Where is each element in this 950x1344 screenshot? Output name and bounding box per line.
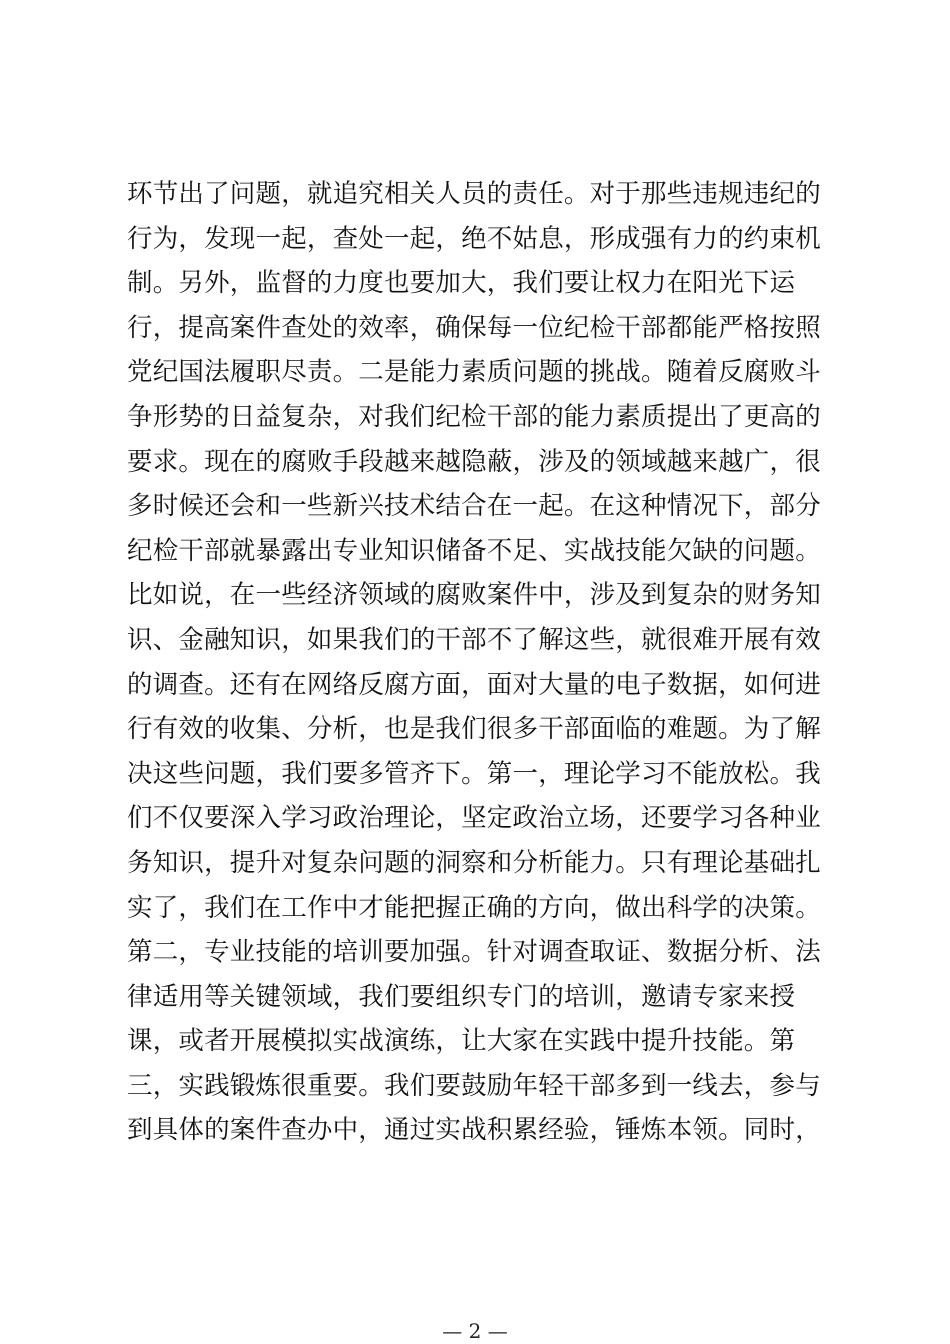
text-line: 第二，专业技能的培训要加强。针对调查取证、数据分析、法 xyxy=(127,937,821,968)
page-number: — 2 — xyxy=(442,1319,508,1343)
text-line: 三，实践锻炼很重要。我们要鼓励年轻干部多到一线去，参与 xyxy=(127,1070,821,1101)
text-line: 纪检干部就暴露出专业知识储备不足、实战技能欠缺的问题。 xyxy=(127,535,821,566)
text-line: 党纪国法履职尽责。二是能力素质问题的挑战。随着反腐败斗 xyxy=(127,357,821,388)
text-line: 争形势的日益复杂，对我们纪检干部的能力素质提出了更高的 xyxy=(127,401,821,432)
text-line: 识、金融知识，如果我们的干部不了解这些，就很难开展有效 xyxy=(127,624,821,655)
text-line: 们不仅要深入学习政治理论，坚定政治立场，还要学习各种业 xyxy=(127,803,821,834)
text-line: 决这些问题，我们要多管齐下。第一，理论学习不能放松。我 xyxy=(127,758,821,789)
text-line: 课，或者开展模拟实战演练，让大家在实践中提升技能。第 xyxy=(127,1026,796,1057)
text-line: 比如说，在一些经济领域的腐败案件中，涉及到复杂的财务知 xyxy=(127,580,821,611)
text-line: 务知识，提升对复杂问题的洞察和分析能力。只有理论基础扎 xyxy=(127,847,821,878)
text-line: 的调查。还有在网络反腐方面，面对大量的电子数据，如何进 xyxy=(127,669,821,700)
text-line: 制。另外，监督的力度也要加大，我们要让权力在阳光下运 xyxy=(127,268,796,299)
text-line: 环节出了问题，就追究相关人员的责任。对于那些违规违纪的 xyxy=(127,179,821,209)
text-line: 行有效的收集、分析，也是我们很多干部面临的难题。为了解 xyxy=(127,714,821,745)
text-line: 到具体的案件查办中，通过实战积累经验，锤炼本领。同时， xyxy=(127,1115,821,1146)
text-line: 实了，我们在工作中才能把握正确的方向，做出科学的决策。 xyxy=(127,892,821,923)
text-line: 多时候还会和一些新兴技术结合在一起。在这种情况下，部分 xyxy=(127,491,821,522)
text-line: 行为，发现一起，查处一起，绝不姑息，形成强有力的约束机 xyxy=(127,223,821,254)
text-line: 要求。现在的腐败手段越来越隐蔽，涉及的领域越来越广，很 xyxy=(127,446,821,477)
text-line: 律适用等关键领域，我们要组织专门的培训，邀请专家来授 xyxy=(127,981,796,1012)
text-line: 行，提高案件查处的效率，确保每一位纪检干部都能严格按照 xyxy=(127,312,821,343)
body-text xyxy=(127,172,827,1153)
